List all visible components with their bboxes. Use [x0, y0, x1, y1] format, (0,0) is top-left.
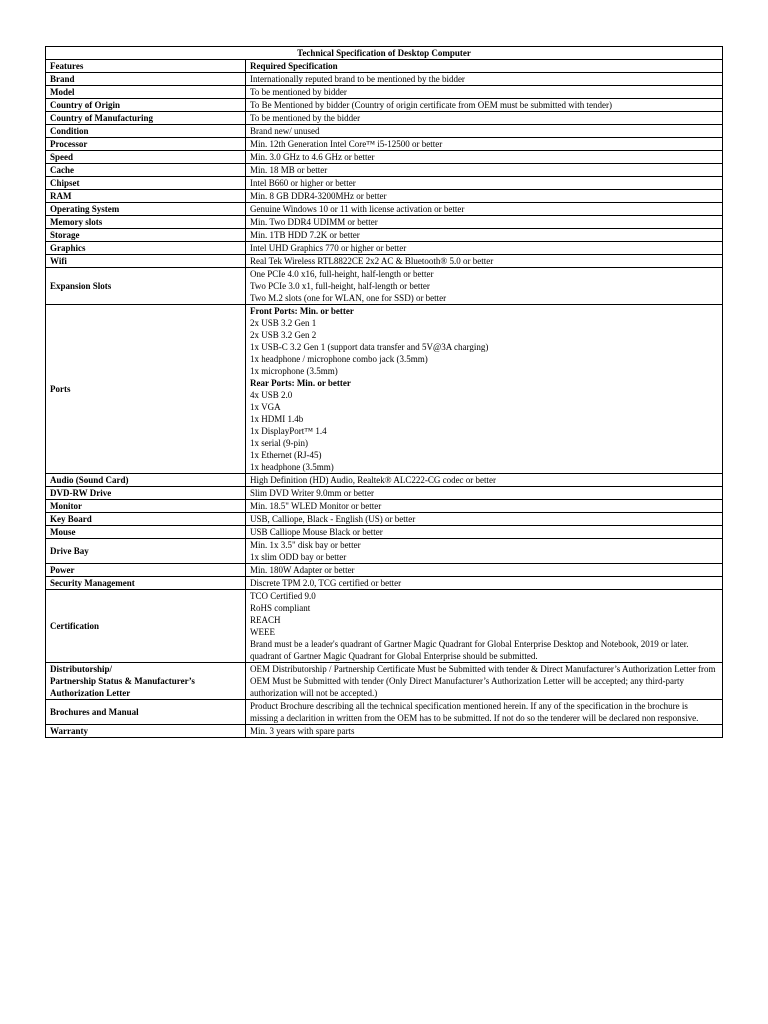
spec-line: Intel B660 or higher or better [250, 178, 356, 188]
spec-line: To be mentioned by bidder [250, 87, 347, 97]
table-row [46, 474, 723, 487]
spec-cell [246, 590, 723, 663]
spec-line: OEM Distributorship / Partnership Certificate Must be Submitted with tender & Direct Manufacturer’s Authorization Letter from OEM Must be Submitted with tender (Only Direct Manufacturer’s Authorization Letter will be accepted; any third-party authorization will not be accepted.) [250, 664, 716, 698]
feature-cell [46, 539, 246, 564]
feature-cell [46, 138, 246, 151]
table-row [46, 177, 723, 190]
spec-cell [246, 216, 723, 229]
spec-line: Rear Ports: Min. or better [250, 378, 351, 388]
feature-label: Memory slots [50, 217, 103, 227]
feature-label: Warranty [50, 726, 88, 736]
table-row [46, 487, 723, 500]
spec-cell [246, 513, 723, 526]
spec-line: Min. 18 MB or better [250, 165, 328, 175]
spec-line: Internationally reputed brand to be mentioned by the bidder [250, 74, 465, 84]
spec-line: Min. 1TB HDD 7.2K or better [250, 230, 360, 240]
feature-cell [46, 268, 246, 305]
table-row [46, 164, 723, 177]
table-row [46, 539, 723, 564]
spec-line: Genuine Windows 10 or 11 with license activation or better [250, 204, 465, 214]
table-row [46, 513, 723, 526]
feature-label: Operating System [50, 204, 120, 214]
feature-cell [46, 725, 246, 738]
feature-cell [46, 487, 246, 500]
feature-label: Key Board [50, 514, 92, 524]
spec-line: 1x slim ODD bay or better [250, 552, 347, 562]
spec-line: WEEE [250, 627, 275, 637]
feature-cell [46, 513, 246, 526]
spec-line: Min. 180W Adapter or better [250, 565, 355, 575]
feature-label: Chipset [50, 178, 80, 188]
table-row [46, 577, 723, 590]
table-row [46, 590, 723, 663]
spec-line: Brand new/ unused [250, 126, 320, 136]
feature-cell [46, 663, 246, 700]
table-row [46, 216, 723, 229]
spec-cell [246, 177, 723, 190]
feature-label: RAM [50, 191, 72, 201]
spec-line: Product Brochure describing all the technical specification mentioned herein. If any of the specification in the brochure is missing a declarition in written from the OEM has to be submitted. If not do so the tenderer will be declared non responsive. [250, 701, 699, 723]
spec-line: Min. Two DDR4 UDIMM or better [250, 217, 378, 227]
spec-cell [246, 268, 723, 305]
spec-line: Two M.2 slots (one for WLAN, one for SSD) or better [250, 293, 447, 303]
spec-cell [246, 526, 723, 539]
spec-line: 1x serial (9-pin) [250, 438, 308, 448]
spec-cell [246, 125, 723, 138]
spec-cell [246, 564, 723, 577]
spec-line: 1x microphone (3.5mm) [250, 366, 338, 376]
spec-cell [246, 500, 723, 513]
spec-line: Min. 1x 3.5" disk bay or better [250, 540, 361, 550]
spec-cell [246, 86, 723, 99]
spec-line: 1x headphone / microphone combo jack (3.5mm) [250, 354, 428, 364]
spec-table-body [46, 47, 723, 738]
table-row [46, 229, 723, 242]
feature-cell [46, 177, 246, 190]
feature-cell [46, 700, 246, 725]
table-row [46, 255, 723, 268]
spec-cell [246, 539, 723, 564]
spec-line: 1x USB-C 3.2 Gen 1 (support data transfer and 5V@3A charging) [250, 342, 489, 352]
feature-cell [46, 255, 246, 268]
feature-cell [46, 474, 246, 487]
spec-cell [246, 151, 723, 164]
feature-label: Mouse [50, 527, 76, 537]
spec-line: One PCIe 4.0 x16, full-height, half-length or better [250, 269, 434, 279]
spec-cell [246, 203, 723, 216]
feature-cell [46, 229, 246, 242]
feature-label-line: Authorization Letter [50, 688, 131, 698]
spec-line: 1x headphone (3.5mm) [250, 462, 334, 472]
spec-line: 1x HDMI 1.4b [250, 414, 304, 424]
spec-cell [246, 229, 723, 242]
table-row [46, 73, 723, 86]
spec-line: 2x USB 3.2 Gen 2 [250, 330, 317, 340]
spec-cell [246, 112, 723, 125]
table-row [46, 112, 723, 125]
spec-cell [246, 663, 723, 700]
feature-label: DVD-RW Drive [50, 488, 112, 498]
feature-label: Ports [50, 384, 71, 394]
feature-label-line: Distributorship/ [50, 664, 113, 674]
spec-line: 1x Ethernet (RJ-45) [250, 450, 322, 460]
features-header: Features [46, 60, 246, 73]
table-row [46, 725, 723, 738]
spec-line: Real Tek Wireless RTL8822CE 2x2 AC & Bluetooth® 5.0 or better [250, 256, 494, 266]
feature-label: Condition [50, 126, 89, 136]
spec-line: USB Calliope Mouse Black or better [250, 527, 383, 537]
feature-cell [46, 526, 246, 539]
spec-line: Discrete TPM 2.0, TCG certified or better [250, 578, 402, 588]
feature-label: Wifi [50, 256, 67, 266]
feature-label: Brochures and Manual [50, 707, 139, 717]
table-row [46, 242, 723, 255]
spec-cell [246, 190, 723, 203]
spec-cell [246, 474, 723, 487]
table-row [46, 305, 723, 474]
feature-cell [46, 164, 246, 177]
table-row [46, 526, 723, 539]
spec-line: REACH [250, 615, 281, 625]
table-title: Technical Specification of Desktop Computer [46, 47, 723, 60]
table-row [46, 203, 723, 216]
table-row [46, 151, 723, 164]
table-row [46, 268, 723, 305]
feature-cell [46, 564, 246, 577]
feature-label: Storage [50, 230, 80, 240]
table-row [46, 500, 723, 513]
table-row [46, 99, 723, 112]
feature-label: Speed [50, 152, 74, 162]
table-row [46, 700, 723, 725]
spec-line: To be mentioned by the bidder [250, 113, 361, 123]
feature-label: Monitor [50, 501, 82, 511]
spec-cell [246, 99, 723, 112]
feature-label: Model [50, 87, 75, 97]
spec-cell [246, 725, 723, 738]
spec-line: 4x USB 2.0 [250, 390, 293, 400]
spec-line: Brand must be a leader's quadrant of Gartner Magic Quadrant for Global Enterprise Desktop and Notebook, 2019 or later. quadrant of Gartner Magic Quadrant for Global Enterprise should be submitted. [250, 639, 689, 661]
feature-cell [46, 216, 246, 229]
spec-line: 2x USB 3.2 Gen 1 [250, 318, 317, 328]
spec-table [45, 46, 723, 738]
feature-label: Processor [50, 139, 88, 149]
spec-cell [246, 487, 723, 500]
feature-label-line: Partnership Status & Manufacturer’s [50, 676, 195, 686]
spec-line: Min. 3 years with spare parts [250, 726, 355, 736]
spec-line: To Be Mentioned by bidder (Country of origin certificate from OEM must be submitted with tender) [250, 100, 613, 110]
feature-label: Certification [50, 621, 99, 631]
title-row [46, 47, 723, 60]
spec-line: Min. 8 GB DDR4-3200MHz or better [250, 191, 387, 201]
spec-line: RoHS compliant [250, 603, 311, 613]
spec-line: Min. 18.5" WLED Monitor or better [250, 501, 382, 511]
spec-line: Intel UHD Graphics 770 or higher or better [250, 243, 407, 253]
feature-label: Power [50, 565, 75, 575]
spec-line: Min. 3.0 GHz to 4.6 GHz or better [250, 152, 375, 162]
spec-cell [246, 700, 723, 725]
feature-cell [46, 590, 246, 663]
feature-cell [46, 305, 246, 474]
feature-cell [46, 112, 246, 125]
header-row [46, 60, 723, 73]
spec-line: TCO Certified 9.0 [250, 591, 316, 601]
feature-label: Graphics [50, 243, 86, 253]
table-row [46, 190, 723, 203]
spec-cell [246, 305, 723, 474]
spec-line: Slim DVD Writer 9.0mm or better [250, 488, 374, 498]
feature-label: Audio (Sound Card) [50, 475, 129, 485]
feature-cell [46, 242, 246, 255]
feature-cell [46, 190, 246, 203]
table-row [46, 125, 723, 138]
feature-cell [46, 86, 246, 99]
feature-cell [46, 125, 246, 138]
spec-cell [246, 73, 723, 86]
table-row [46, 663, 723, 700]
feature-cell [46, 500, 246, 513]
feature-label: Cache [50, 165, 74, 175]
spec-line: Min. 12th Generation Intel Core™ i5-12500 or better [250, 139, 443, 149]
spec-line: 1x VGA [250, 402, 281, 412]
feature-label: Expansion Slots [50, 281, 112, 291]
table-row [46, 138, 723, 151]
feature-cell [46, 151, 246, 164]
spec-cell [246, 164, 723, 177]
spec-cell [246, 577, 723, 590]
table-row [46, 86, 723, 99]
spec-line: Front Ports: Min. or better [250, 306, 354, 316]
feature-cell [46, 73, 246, 86]
spec-line: Two PCIe 3.0 x1, full-height, half-length or better [250, 281, 430, 291]
spec-line: High Definition (HD) Audio, Realtek® ALC222-CG codec or better [250, 475, 497, 485]
table-row [46, 564, 723, 577]
feature-label: Country of Manufacturing [50, 113, 153, 123]
feature-cell [46, 99, 246, 112]
feature-label: Brand [50, 74, 75, 84]
spec-cell [246, 242, 723, 255]
feature-cell [46, 203, 246, 216]
feature-label: Country of Origin [50, 100, 121, 110]
spec-line: USB, Calliope, Black - English (US) or better [250, 514, 416, 524]
feature-label: Security Management [50, 578, 135, 588]
feature-cell [46, 577, 246, 590]
spec-line: 1x DisplayPort™ 1.4 [250, 426, 327, 436]
spec-header: Required Specification [246, 60, 723, 73]
spec-cell [246, 138, 723, 151]
spec-cell [246, 255, 723, 268]
feature-label: Drive Bay [50, 546, 89, 556]
